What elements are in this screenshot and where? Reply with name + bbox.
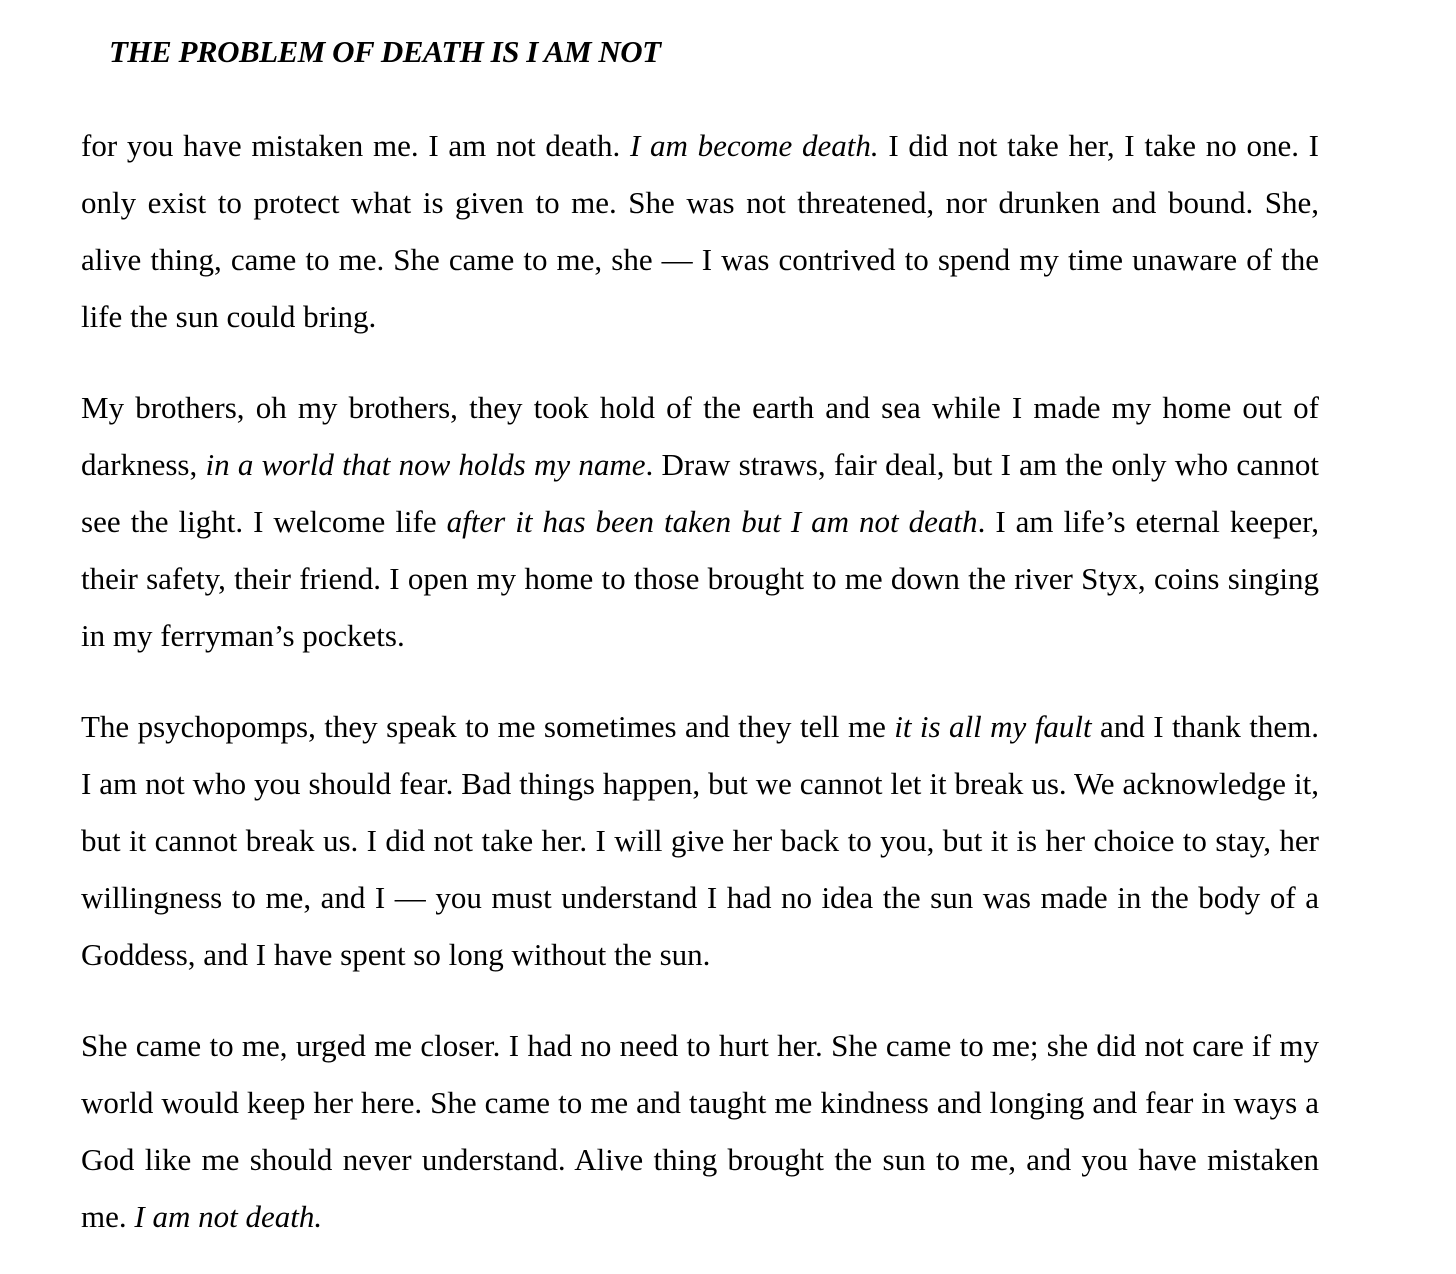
paragraph-text: . Draw straws, fair deal, but I am the only who cannot see the light. I welcome life (81, 447, 1319, 539)
paragraph-3 (81, 698, 1319, 983)
paragraph-2 (81, 379, 1319, 664)
document-page (81, 30, 1319, 1245)
paragraph-1 (81, 117, 1319, 345)
italic-phrase: it is all my fault (894, 709, 1092, 744)
poem-title: THE PROBLEM OF DEATH IS I AM NOT (109, 34, 661, 69)
paragraph-4 (81, 1017, 1319, 1245)
paragraph-text: for you have mistaken me. I am not death. (81, 128, 630, 163)
italic-phrase: in a world that now holds my name (205, 447, 646, 482)
paragraph-text: My brothers, oh my brothers, they took hold of the earth and sea while I made my home out of darkness, (81, 390, 1319, 482)
italic-phrase: I am become death. (629, 128, 879, 163)
italic-phrase: I am not death. (134, 1199, 323, 1234)
paragraph-text: The psychopomps, they speak to me sometimes and they tell me (81, 709, 895, 744)
italic-phrase: after it has been taken but I am not death (446, 504, 978, 539)
paragraph-text: She came to me, urged me closer. I had no need to hurt her. She came to me; she did not care if my world would keep her here. She came to me and taught me kindness and longing and fear in ways a God like me should never understand. Alive thing brought the sun to me, and you have mistaken me. (81, 1028, 1319, 1234)
paragraph-text: . I am life’s eternal keeper, their safety, their friend. I open my home to those brought to me down the river Styx, coins singing in my ferryman’s pockets. (81, 504, 1319, 653)
paragraph-text: and I thank them. I am not who you should fear. Bad things happen, but we cannot let it break us. We acknowledge it, but it cannot break us. I did not take her. I will give her back to you, but it is her choice to stay, her willingness to me, and I — you must understand I had no idea the sun was made in the body of a Goddess, and I have spent so long without the sun. (81, 709, 1319, 972)
paragraph-text: I did not take her, I take no one. I only exist to protect what is given to me. She was not threatened, nor drunken and bound. She, alive thing, came to me. She came to me, she — I was contrived to spend my time unaware of the life the sun could bring. (81, 128, 1320, 334)
